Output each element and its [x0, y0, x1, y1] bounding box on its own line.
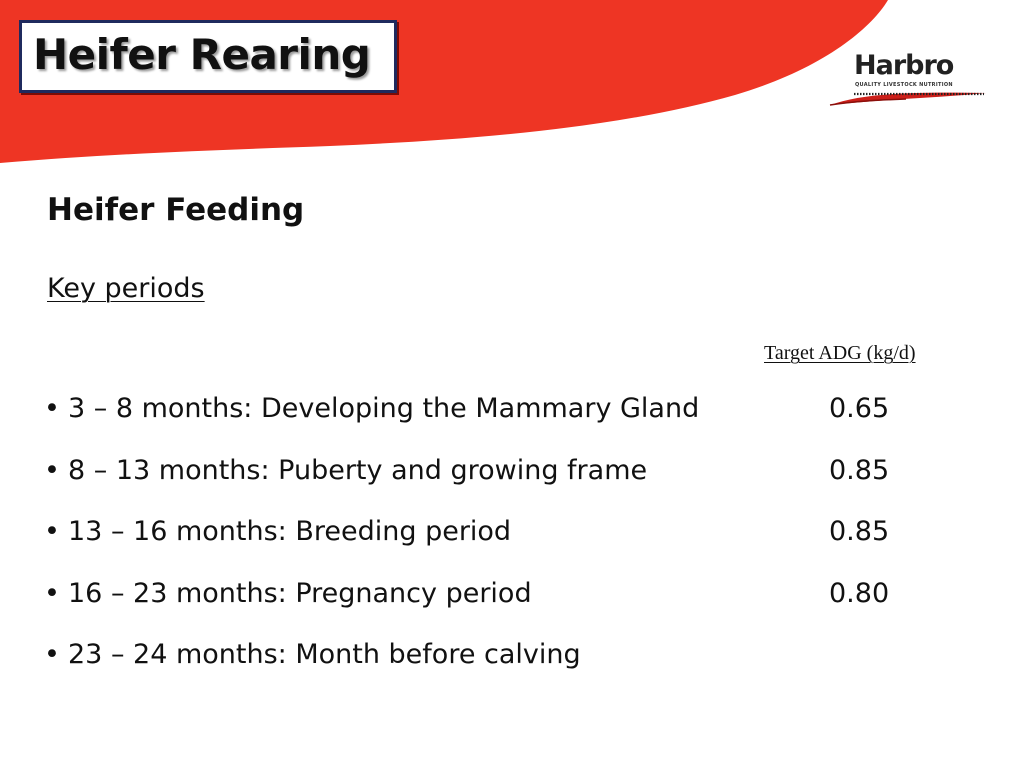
bullet-icon: •	[44, 393, 60, 424]
adg-value: 0.80	[829, 577, 890, 609]
period-label: 3 – 8 months: Developing the Mammary Gland	[68, 393, 700, 424]
adg-value: 0.85	[829, 516, 890, 547]
bullet-icon: •	[44, 639, 60, 670]
period-label: 23 – 24 months: Month before calving	[68, 639, 581, 670]
list-item	[44, 578, 1004, 640]
adg-value: 0.85	[829, 454, 890, 486]
harbro-logo	[826, 48, 991, 112]
list-item	[44, 516, 1004, 578]
title-box	[19, 20, 397, 93]
bullet-icon: •	[44, 454, 60, 486]
key-periods-list	[44, 393, 1004, 701]
target-adg-column-header: Target ADG (kg/d)	[764, 342, 916, 364]
period-label: 8 – 13 months: Puberty and growing frame	[68, 454, 648, 486]
period-label: 13 – 16 months: Breeding period	[68, 516, 512, 547]
section-heading: Heifer Feeding	[47, 192, 305, 228]
list-item	[44, 455, 1004, 517]
bullet-icon: •	[44, 516, 60, 547]
period-label: 16 – 23 months: Pregnancy period	[68, 577, 532, 609]
list-item	[44, 639, 1004, 701]
adg-value: 0.65	[829, 393, 890, 424]
list-item	[44, 393, 1004, 455]
bullet-icon: •	[44, 577, 60, 609]
logo-tagline: QUALITY LIVESTOCK NUTRITION	[855, 82, 953, 88]
logo-name: Harbro	[854, 50, 954, 81]
slide-title: Heifer Rearing	[33, 30, 371, 79]
section-subheading: Key periods	[47, 273, 205, 304]
